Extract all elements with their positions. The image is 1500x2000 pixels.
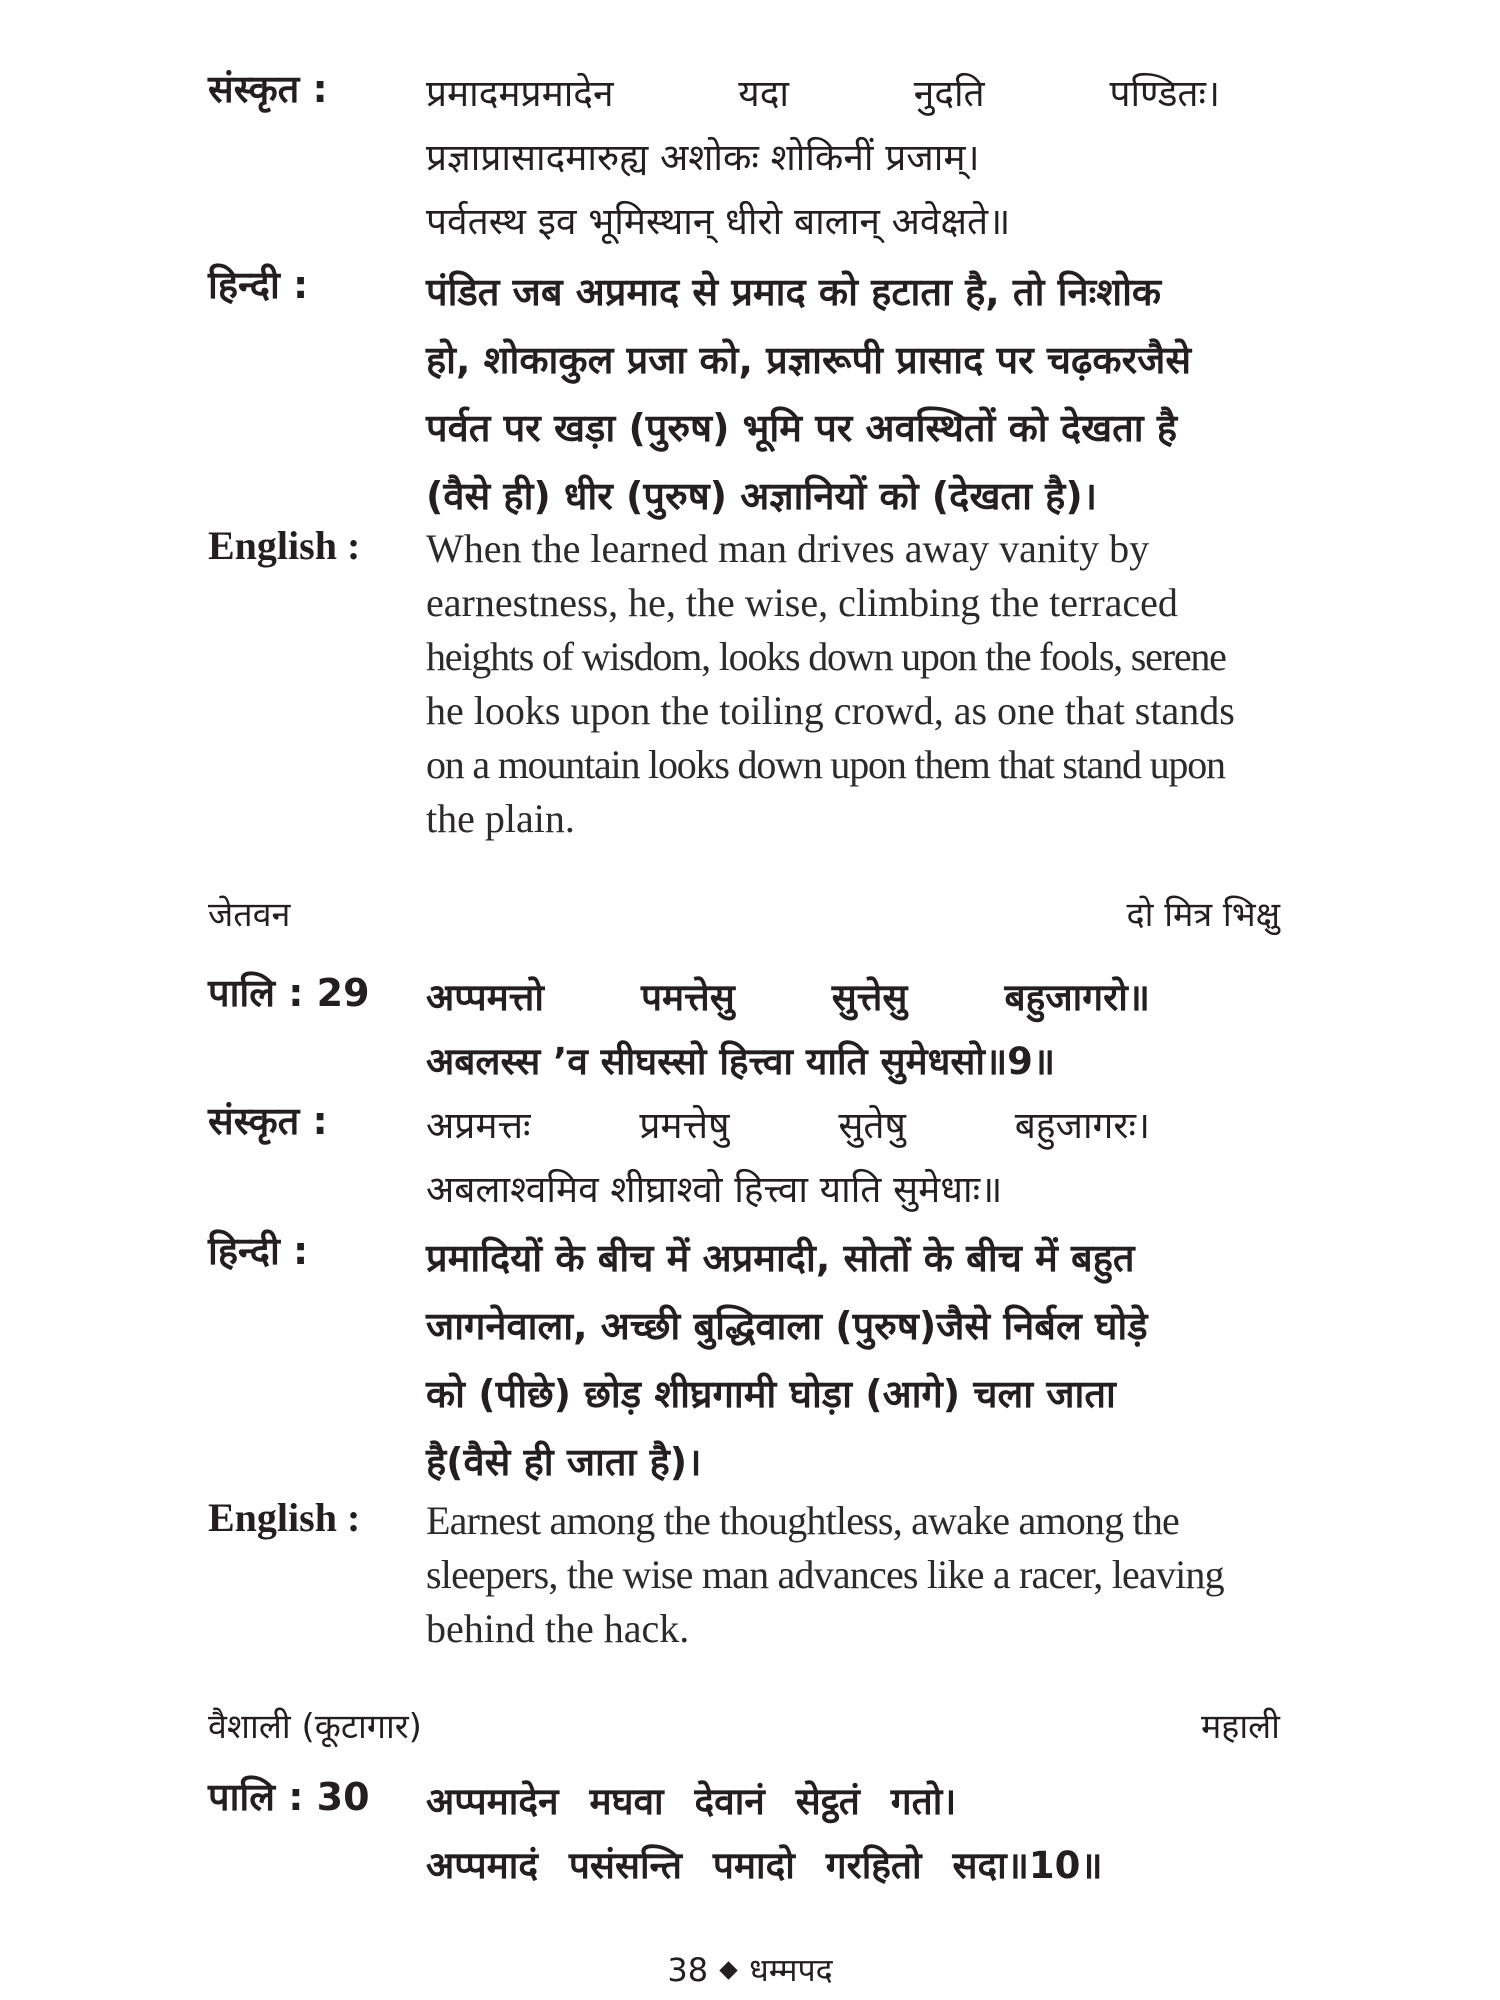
sanskrit-line-1 <box>426 62 1280 126</box>
sanskrit-word: प्रमादमप्रमादेन <box>426 72 614 115</box>
place-name: वैशाली (कूटागार) <box>208 1707 422 1747</box>
english-line: earnestness, he, the wise, climbing the terraced <box>426 580 1178 625</box>
english-label: English : <box>208 1495 361 1540</box>
pali-line-1 <box>426 966 1280 1030</box>
hindi-section-1 <box>208 258 1280 538</box>
hindi-line: प्रमादियों के बीच में अप्रमादी, सोतों के बीच में बहुत <box>426 1236 1135 1280</box>
pali-line-2: अप्पमादं पसंसन्ति पमादो गरहितो सदा॥10॥ <box>426 1844 1103 1887</box>
sanskrit-text <box>426 62 1280 254</box>
sanskrit-word: सुतेषु <box>838 1104 906 1147</box>
sanskrit-line-3: पर्वतस्थ इव भूमिस्थान् धीरो बालान् अवेक्षते॥ <box>426 200 1011 243</box>
story-heading-2 <box>208 1702 1280 1752</box>
english-line: behind the hack. <box>426 1606 690 1651</box>
pali-label: पालि : 30 <box>208 1775 370 1819</box>
story-title: दो मित्र भिक्षु <box>1126 895 1280 935</box>
sanskrit-word: यदा <box>738 72 789 115</box>
story-heading-1 <box>208 890 1280 940</box>
pali-section-3 <box>208 1770 1280 1910</box>
english-line: heights of wisdom, looks down upon the fools, serene <box>426 634 1226 679</box>
sanskrit-word: अप्रमत्तः <box>426 1104 531 1147</box>
sanskrit-word: बहुजागरः। <box>1014 1104 1150 1147</box>
hindi-line: को (पीछे) छोड़ शीघ्रगामी घोड़ा (आगे) चला जाता <box>426 1372 1116 1416</box>
sanskrit-label: संस्कृत : <box>208 1099 328 1143</box>
english-line: the plain. <box>426 796 575 841</box>
pali-line-2: अबलस्स ’व सीघस्सो हित्त्वा याति सुमेधसो॥9॥ <box>426 1040 1056 1083</box>
page-footer <box>0 1948 1500 1991</box>
english-label: English : <box>208 523 361 568</box>
pali-word: सुत्तेसु <box>831 976 908 1019</box>
english-text <box>426 522 1280 846</box>
story-title: महाली <box>1200 1707 1280 1747</box>
hindi-line: (वैसे ही) धीर (पुरुष) अज्ञानियों को (देखता है)। <box>426 474 1098 518</box>
pali-word: बहुजागरो॥ <box>1004 976 1150 1019</box>
sanskrit-word: पण्डितः। <box>1109 72 1220 115</box>
sanskrit-text <box>426 1094 1280 1222</box>
english-line: Earnest among the thoughtless, awake among the <box>426 1498 1179 1543</box>
hindi-text <box>426 1224 1280 1496</box>
diamond-icon <box>719 1961 737 1979</box>
pali-label: पालि : 29 <box>208 971 370 1015</box>
hindi-line: है(वैसे ही जाता है)। <box>426 1440 702 1484</box>
sanskrit-line-2: प्रज्ञाप्रासादमारुह्य अशोकः शोकिनीं प्रजाम्। <box>426 136 980 179</box>
place-name: जेतवन <box>208 895 291 935</box>
hindi-line: हो, शोकाकुल प्रजा को, प्रज्ञारूपी प्रासाद पर चढ़करजैसे <box>426 338 1192 382</box>
hindi-label: हिन्दी : <box>208 1229 309 1273</box>
sanskrit-label: संस्कृत : <box>208 67 328 111</box>
english-line: he looks upon the toiling crowd, as one that stands <box>426 688 1235 733</box>
english-line: sleepers, the wise man advances like a racer, leaving <box>426 1552 1224 1597</box>
hindi-line: पर्वत पर खड़ा (पुरुष) भूमि पर अवस्थितों को देखता है <box>426 406 1178 450</box>
pali-text <box>426 966 1280 1094</box>
hindi-line: पंडित जब अप्रमाद से प्रमाद को हटाता है, तो निःशोक <box>426 270 1162 314</box>
hindi-label: हिन्दी : <box>208 263 309 307</box>
sanskrit-section-2 <box>208 1094 1280 1224</box>
hindi-text <box>426 258 1280 530</box>
pali-word: पमत्तेसु <box>641 976 735 1019</box>
sanskrit-line-1 <box>426 1094 1280 1158</box>
english-section-2 <box>208 1494 1280 1664</box>
english-line: on a mountain looks down upon them that stand upon <box>426 742 1225 787</box>
sanskrit-word: प्रमत्तेषु <box>639 1104 730 1147</box>
pali-text <box>426 1770 1280 1898</box>
pali-section-2 <box>208 966 1280 1096</box>
sanskrit-word: नुदति <box>913 72 985 115</box>
english-line: When the learned man drives away vanity by <box>426 526 1150 571</box>
hindi-section-2 <box>208 1224 1280 1504</box>
pali-word: अप्पमत्तो <box>426 976 544 1019</box>
sanskrit-section-1 <box>208 62 1280 262</box>
page-number: 38 <box>667 1951 709 1989</box>
sanskrit-line-2: अबलाश्वमिव शीघ्राश्वो हित्त्वा याति सुमेधाः॥ <box>426 1168 1003 1211</box>
book-title: धम्मपद <box>749 1951 833 1989</box>
hindi-line: जागनेवाला, अच्छी बुद्धिवाला (पुरुष)जैसे निर्बल घोड़े <box>426 1304 1148 1348</box>
english-section-1 <box>208 522 1280 852</box>
english-text <box>426 1494 1280 1656</box>
pali-line-1: अप्पमादेन मघवा देवानं सेट्ठतं गतो। <box>426 1780 957 1823</box>
